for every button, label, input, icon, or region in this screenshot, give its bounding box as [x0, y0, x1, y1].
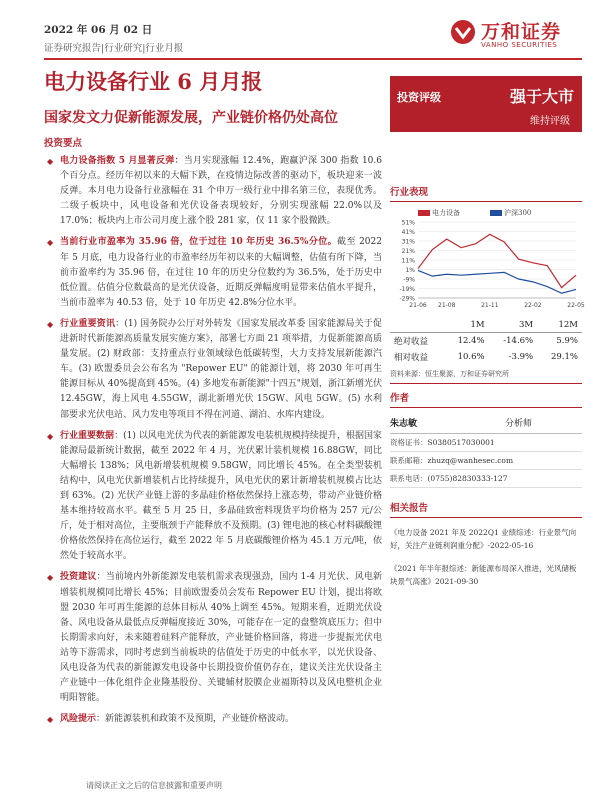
bullet-lead: 投资建议 [60, 572, 97, 583]
y-tick-label: -9% [403, 276, 415, 284]
y-tick-label: 1% [405, 267, 415, 274]
bullet-text: ：当前境内外新能源发电装机需求表现强劲，国内 1-4 月光伏、风电新增装机规模同比增长 45%；目前欧盟委员会发布 Repower EU 计划，提出将欧盟 2030 年可再生能源的总体目标从 40%上调至 45%。短期来看，近期光伏设备、风电设备从最低点反弹幅度接近 30%，可能存在一定的盘整筑底压力；但中长期需求向好，未来随着硅料产能释放，产业链价格回落，将进一步提振光伏电站等下游需求，同时考虑到当前板块的估值处于历史的中低水平，以光伏设备、风电设备为代表的新能源发电设备中长期投资价值仍存在，建议关注光伏设备主产业链中一体化组件企业隆基股份、关键辅材胶膜企业福斯特以及风电整机企业明阳智能。 [60, 572, 382, 704]
report-date: 2022 年 06 月 02 日 [44, 24, 153, 36]
key-points-body [44, 154, 382, 727]
bullet-industry-data [44, 429, 382, 565]
related-report-item[interactable]: 《电力设备 2021 年及 2022Q1 业绩综述：行业景气向好，关注产业链利润重分配》-2022-05-16 [390, 528, 577, 550]
bullet-lead: 风险提示 [60, 714, 97, 725]
phone-label: 联系电话： [390, 474, 428, 483]
email-label: 联系邮箱： [390, 456, 428, 465]
author-title: 作者 [390, 390, 582, 408]
legend-swatch-power [418, 210, 430, 216]
brand-logo [450, 16, 575, 56]
diamond-bullet-icon: ◆ [47, 715, 54, 725]
diamond-bullet-icon: ◆ [47, 431, 54, 441]
x-tick-label: 22-05 [567, 302, 585, 309]
email-row [390, 452, 582, 470]
bullet-investment-advice [44, 570, 382, 706]
email-value[interactable]: zhuzq@wanhesec.com [427, 456, 514, 465]
table-cell: 10.6% [457, 352, 485, 362]
table-header-row [390, 318, 582, 333]
sidebar [390, 184, 585, 594]
legend-swatch-hs300 [490, 210, 502, 216]
table-header: 3M [489, 318, 538, 333]
x-tick-label: 22-02 [524, 302, 542, 309]
x-tick-label: 21-11 [481, 302, 499, 309]
cert-row [390, 434, 582, 452]
y-tick-label: 51% [401, 219, 415, 227]
key-points-title: 投资要点 [44, 138, 83, 149]
bullet-lead: 行业重要数据 [60, 430, 115, 441]
table-cell: -3.9% [508, 352, 534, 362]
chart-legend [390, 206, 582, 218]
table-header: 1M [444, 318, 489, 333]
cert-label: 资格证书： [390, 438, 428, 447]
report-title: 电力设备行业 6 月月报 [44, 69, 263, 94]
bullet-lead: 行业重要资讯 [60, 318, 116, 329]
x-tick-label: 21-06 [409, 302, 427, 309]
y-tick-label: -19% [399, 286, 415, 293]
bullet-text: ：新能源装机和政策不及预期，产业链价格波动。 [96, 714, 295, 725]
bullet-pe-ratio [44, 235, 382, 310]
diamond-bullet-icon: ◆ [47, 319, 54, 329]
performance-chart [390, 218, 585, 314]
author-name: 朱志敏 [390, 419, 418, 429]
author-row [390, 412, 582, 434]
footer-disclaimer: 请阅读正文之后的信息披露和重要声明 [86, 781, 222, 790]
bullet-text: ：(1) 国务院办公厅对外转发《国家发展改革委 国家能源局关于促进新时代新能源高质量发展实施方案》，部署七方面 21 项举措，力促新能源高质量发展。(2) 财政部：支持重点行业领域绿色低碳转型，大力支持发展新能源汽车。(3) 欧盟委员会公布名为 "Repower EU" 的能源计划，将 2030 年可再生能源目标从 40%提高到 45%。(4) 多地发布新能源"十四五"规划，浙江新增光伏 12.45GW，海上风电 4.55GW，湖北新增光伏 15GW、风电 5GW。(5) 水利部要求光伏电站、风力发电等项目不得在河道、湖泊、水库内建设。 [60, 318, 382, 420]
bullet-lead: 当前行业市盈率为 35.96 倍，位于过往 10 年历史 36.5%分位。 [60, 237, 338, 248]
legend-item-hs300 [490, 208, 531, 218]
logo-mark-icon [450, 19, 476, 45]
rating-box [390, 76, 582, 132]
legend-label-hs300: 沪深300 [504, 209, 532, 217]
bullet-lead: 电力设备指数 5 月显著反弹： [60, 156, 184, 166]
report-subtitle: 国家发文力促新能源发展，产业链价格仍处高位 [44, 110, 338, 126]
cert-value: S0380517030001 [427, 438, 495, 447]
table-cell: 12.4% [457, 336, 485, 346]
related-title: 相关报告 [390, 500, 582, 518]
author-role: 分析师 [504, 419, 532, 429]
x-tick-label: 21-08 [438, 302, 456, 309]
table-row [390, 349, 582, 365]
table-cell: -14.6% [503, 336, 534, 346]
rating-sub: 维持评级 [530, 116, 570, 127]
bullet-text: ：(1) 以风电光伏为代表的新能源发电装机规模持续提升，根据国家能源局最新统计数据，截至 2022 年 4 月，光伏累计装机规模 16.88GW，同比大幅增长 138%；风电新增装机规模 9.58GW，同比增长 45%。在全类型装机结构中，风电光伏新增装机占比持续提升，风电光伏的累计新增装机规模占比达到 63%。(2) 光伏产业链上游的多晶硅价格依然保持上涨态势，带动产业链价格基本维持较高水平。截至 5 月 25 日，多晶硅致密料现货平均价格为 257 元/公斤，处于相对高位，主要瓶颈于产能释放不及预期。(3) 锂电池的核心材料碳酸锂价格依然保持在高位运行，截至 2022 年 5 月底碳酸锂价格为 45.1 万元/吨，依然处于较高水平。 [60, 430, 382, 562]
logo-text-en: VANHO SECURITIES [481, 41, 558, 49]
bullet-risk [44, 712, 382, 727]
phone-row [390, 470, 582, 488]
y-tick-label: 21% [401, 248, 415, 255]
table-header: 12M [537, 318, 582, 333]
legend-item-power [418, 208, 460, 218]
row-label: 相对收益 [394, 353, 429, 363]
logo-text-cn: 万和证券 [481, 21, 562, 43]
rating-value: 强于大市 [509, 87, 574, 106]
data-source: 资料来源：恒生聚源，万和证券研究所 [390, 369, 582, 384]
header-divider [44, 58, 582, 60]
series-line-power-equipment [418, 234, 576, 287]
table-row [390, 333, 582, 350]
y-tick-label: 41% [401, 229, 415, 236]
bullet-industry-news [44, 317, 382, 423]
y-tick-label: 31% [401, 238, 415, 246]
table-header [390, 318, 444, 333]
bullet-text: 截至 2022 年 5 月底，电力设备行业的市盈率经历年初以来的大幅调整，估值有所下降，当前市盈率约为 35.96 倍，在过往 10 年的历史分位数约为 36.5%，处于历史中低位置。估值分位数最高的是光伏设备，近期反弹幅度明显带来估值水平提升，当前市盈率为 40.53 倍，处于 10 年历史 42.8%分位水平。 [60, 237, 382, 308]
phone-value: (0755)82830333-127 [427, 474, 508, 483]
table-cell: 29.1% [550, 352, 578, 362]
performance-table [390, 318, 582, 365]
diamond-bullet-icon: ◆ [47, 157, 54, 166]
related-report-item[interactable]: 《2021 年半年报综述：新能源布局深入推进，光风储板块景气高涨》2021-09-30 [390, 564, 577, 586]
y-tick-label: -29% [399, 295, 415, 303]
report-category: 证券研究报告|行业研究|行业月报 [44, 43, 184, 54]
diamond-bullet-icon: ◆ [47, 573, 54, 583]
perf-title: 行业表现 [390, 184, 582, 202]
bullet-index-rebound [44, 154, 382, 229]
bullet-text: 当月实现涨幅 12.4%，跑赢沪深 300 指数 10.6 个百分点。经历年初以来的大幅下跌，在疫情边际改善的驱动下，板块迎来一波反弹。本月电力设备行业涨幅在 31 个申万一级行业中排名第三位，表现优秀。二级子板块中，风电设备和光伏设备表现较好，分别实现涨幅 22.0%以及 17.0%；板块内上市公司月度上涨个股 281 家，仅 11 家个股微跌。 [60, 156, 382, 227]
table-cell: 5.9% [556, 336, 578, 346]
diamond-bullet-icon: ◆ [47, 238, 54, 248]
legend-label-power: 电力设备 [432, 209, 460, 217]
rating-label: 投资评级 [397, 91, 441, 104]
y-tick-label: 11% [401, 257, 415, 265]
row-label: 绝对收益 [394, 337, 429, 347]
